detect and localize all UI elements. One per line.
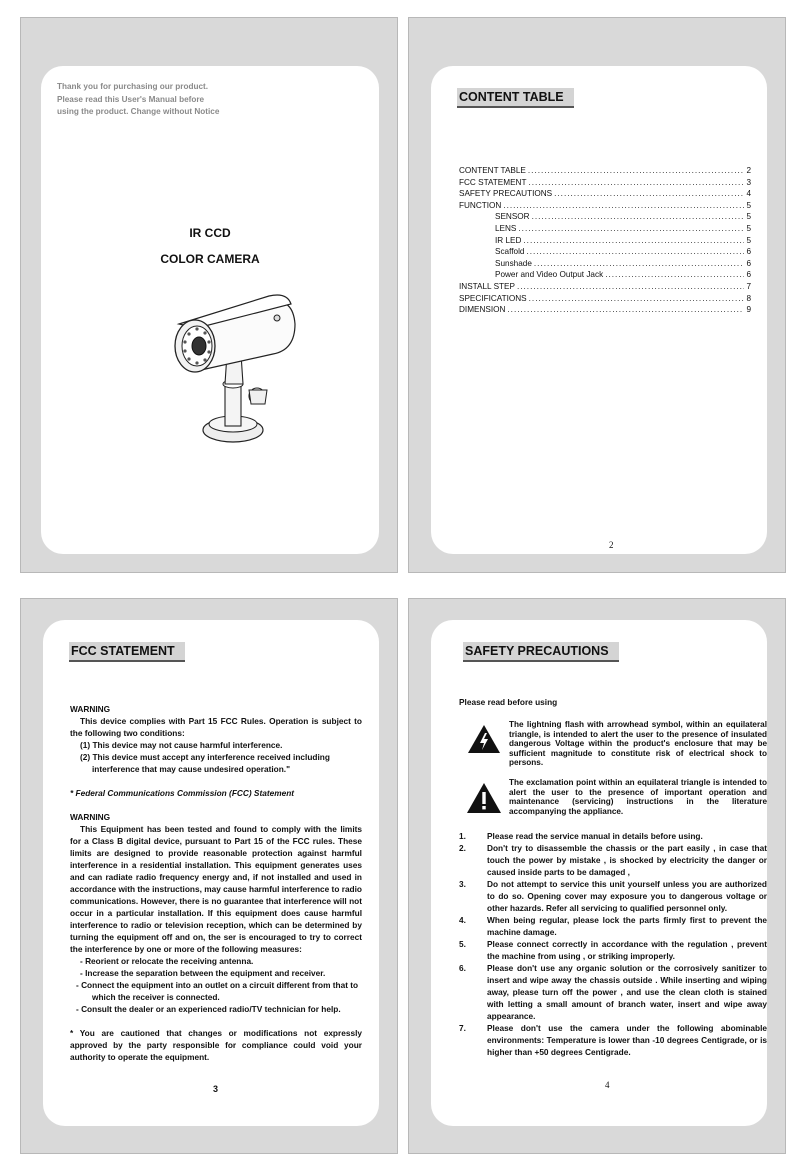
measure-item-cont: which the receiver is connected. xyxy=(92,992,220,1002)
warning-label: WARNING xyxy=(70,812,111,822)
content-table-heading: CONTENT TABLE xyxy=(457,88,574,108)
thanks-line: Thank you for purchasing our product. xyxy=(57,82,209,91)
condition-2: (2) This device must accept any interference received including xyxy=(80,752,330,762)
list-item: 4. When being regular, please lock the parts firmly first to prevent the machine damage. xyxy=(459,915,767,938)
lightning-text: The lightning flash with arrowhead symbol, within an equilateral triangle, is intended to alert the user to the presence of insulated dangerous Voltage within the product's enclosure that may be sufficient magnitude to constitute risk of electrical shock to persons. xyxy=(509,720,767,768)
title-line-1: IR CCD xyxy=(189,226,231,240)
fcc-statement-heading: FCC STATEMENT xyxy=(69,642,185,662)
measure-item: - Consult the dealer or an experienced radio/TV technician for help. xyxy=(76,1004,341,1014)
lightning-warning xyxy=(459,720,767,768)
thanks-line: Please read this User's Manual before xyxy=(57,94,205,104)
safety-heading: SAFETY PRECAUTIONS xyxy=(463,642,619,662)
page-1-card xyxy=(41,66,379,554)
list-item: 5. Please connect correctly in accordance with the regulation , prevent the machine from using , or striking improperly. xyxy=(459,939,767,962)
caution-note: * You are cautioned that changes or modifications not expressly approved by the party responsible for compliance could void your authority to operate the equipment. xyxy=(70,1028,362,1062)
list-item: 7. Please don't use the camera under the following abominable environments: Temperature is lower than -10 degrees Centigrade, or is higher than +50 degrees Centigrade. xyxy=(459,1023,767,1058)
safety-body xyxy=(459,696,767,1058)
condition-2-cont: interference that may cause undesired operation." xyxy=(92,764,291,774)
toc-entry[interactable]: FCC STATEMENT ..... 3 xyxy=(459,178,751,190)
page-1-panel xyxy=(20,17,398,573)
measure-item: - Increase the separation between the equipment and receiver. xyxy=(80,968,326,978)
page-number: 4 xyxy=(605,1080,610,1090)
title-line-2: COLOR CAMERA xyxy=(160,252,260,266)
camera-illustration xyxy=(161,284,301,454)
page-number: 3 xyxy=(213,1084,219,1094)
fcc-paragraph: This device complies with Part 15 FCC Rules. Operation is subject to the following two conditions: xyxy=(70,716,362,738)
page-4-panel xyxy=(408,598,786,1154)
page-4-card xyxy=(431,620,767,1126)
intro-text: Please read before using xyxy=(459,697,558,707)
exclamation-text: The exclamation point within an equilateral triangle is intended to alert the user to the presence of important operation and maintenance (servicing) instructions in the literature accompanying the appliance. xyxy=(509,777,767,816)
exclamation-warning-icon xyxy=(466,782,502,814)
lightning-warning-icon xyxy=(467,724,501,754)
table-of-contents xyxy=(459,166,751,317)
page-3-card xyxy=(43,620,379,1126)
toc-subentry[interactable]: Power and Video Output Jack ..... 6 xyxy=(459,270,751,282)
precautions-list xyxy=(459,830,767,1058)
toc-subentry[interactable]: SENSOR ..... 5 xyxy=(459,212,751,224)
toc-entry[interactable]: SPECIFICATIONS ..... 8 xyxy=(459,294,751,306)
page-2-panel xyxy=(408,17,786,573)
measure-item: - Connect the equipment into an outlet on a circuit different from that to xyxy=(76,980,359,990)
toc-entry[interactable]: DIMENSION ..... 9 xyxy=(459,305,751,317)
toc-entry[interactable]: SAFETY PRECAUTIONS ..... 4 xyxy=(459,189,751,201)
list-item: 6. Please don't use any organic solution or the corrosively sanitizer to insert and wipe away the chassis outside . While inserting and wiping away, please turn off the power , and use the clean cloth is stained with letting a small amount of branch water, insert and wipe away appearance. xyxy=(459,963,767,1022)
measure-item: - Reorient or relocate the receiving antenna. xyxy=(80,956,254,966)
exclamation-warning xyxy=(459,778,767,816)
thanks-line: using the product. Change without Notice xyxy=(57,107,220,116)
page-2-card xyxy=(431,66,767,554)
thanks-note xyxy=(57,81,219,119)
list-item: 1. Please read the service manual in details before using. xyxy=(459,831,703,842)
page-number: 2 xyxy=(609,540,614,550)
fcc-note: * Federal Communications Commission (FCC) Statement xyxy=(70,788,295,798)
page-3-panel xyxy=(20,598,398,1154)
toc-subentry[interactable]: LENS ..... 5 xyxy=(459,224,751,236)
toc-subentry[interactable]: Sunshade ..... 6 xyxy=(459,259,751,271)
warning-label: WARNING xyxy=(70,704,111,714)
fcc-body xyxy=(70,703,362,1063)
list-item: 2. Don't try to disassemble the chassis or the part easily , in case that touch the power by mistake , is shocked by electricity the danger or caused inside parts to be damaged , xyxy=(459,843,767,878)
toc-subentry[interactable]: Scaffold ..... 6 xyxy=(459,247,751,259)
toc-entry[interactable]: FUNCTION ..... 5 xyxy=(459,201,751,213)
list-item: 3. Do not attempt to service this unit yourself unless you are authorized to do so. Opening cover may exposure you to dangerous voltage or other hazards. Refer all servicing to qualified personnel only. xyxy=(459,879,767,914)
fcc-paragraph: This Equipment has been tested and found to comply with the limits for a Class B digital device, pursuant to Part 15 of the FCC rules. These limits are designed to provide reasonable protection against harmful interference in a residential installation. This equipment generates uses and can radiate radio frequency energy and, if not installed and used in accordance with the instructions, may cause harmful interference to radio communications. However, there is no guarantee that interference will not occur in a particular installation. If this equipment does cause harmful interference to radio or television reception, which can be determined by turning the equipment off and on, the ser is encouraged to try to correct the interference by one or more of the following measures: xyxy=(70,824,362,954)
toc-entry[interactable]: CONTENT TABLE ..... 2 xyxy=(459,166,751,178)
toc-entry[interactable]: INSTALL STEP ..... 7 xyxy=(459,282,751,294)
toc-subentry[interactable]: IR LED ..... 5 xyxy=(459,236,751,248)
condition-1: (1) This device may not cause harmful interference. xyxy=(80,740,283,750)
